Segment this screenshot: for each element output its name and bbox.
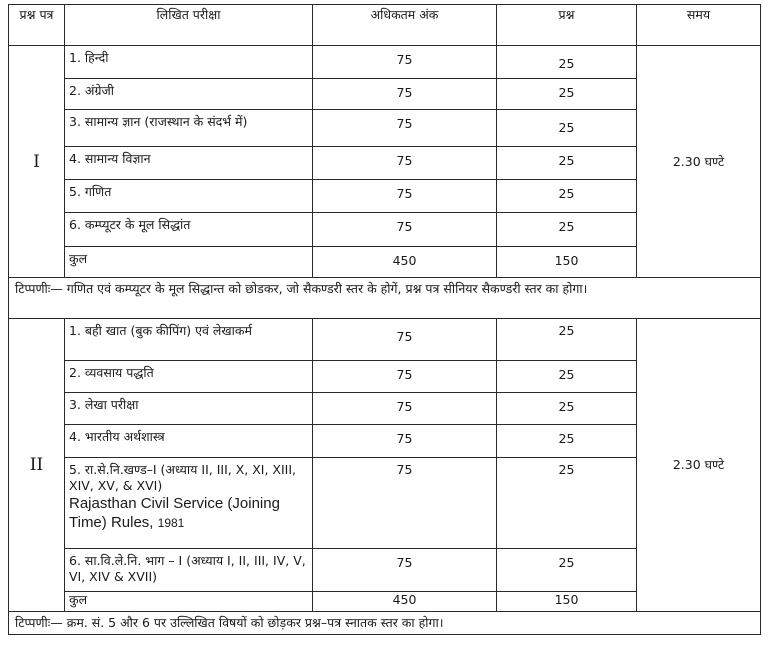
note-row [9,278,761,319]
paper-number: I [9,46,65,278]
questions-cell: 25 [497,361,637,393]
subject-cell: 3. सामान्य ज्ञान (राजस्थान के संदर्भ में) [65,110,313,147]
marks-cell: 75 [313,549,497,592]
subject-cell [65,458,313,549]
subject-cell: 1. बही खात (बुक कीपिंग) एवं लेखाकर्म [65,319,313,361]
questions-cell: 25 [497,110,637,147]
marks-cell: 75 [313,361,497,393]
questions-cell: 25 [497,46,637,79]
time-cell: 2.30 घण्टे [637,46,761,278]
subject-cell: 6. सा.वि.ले.नि. भाग – I (अध्याय I, II, III, IV, V, VI, XIV & XVII) [65,549,313,592]
questions-cell: 25 [497,549,637,592]
header-row [9,5,761,46]
header-paper: प्रश्न पत्र [9,5,65,46]
subject-cell: 4. सामान्य विज्ञान [65,147,313,180]
section-note: टिप्पणीः— क्रम. सं. 5 और 6 पर उल्लिखित विषयों को छोड़कर प्रश्न–पत्र स्नातक स्तर का होगा। [9,612,761,635]
marks-cell: 75 [313,458,497,549]
questions-cell: 25 [497,393,637,425]
questions-cell: 25 [497,180,637,213]
subject-cell: 6. कम्प्यूटर के मूल सिद्धांत [65,213,313,247]
marks-cell: 75 [313,180,497,213]
subject-cell: 2. व्यवसाय पद्धति [65,361,313,393]
total-questions: 150 [497,592,637,612]
marks-cell: 75 [313,46,497,79]
note-row [9,612,761,635]
header-time: समय [637,5,761,46]
header-questions: प्रश्न [497,5,637,46]
exam-scheme-table [8,4,761,635]
table-row [9,46,761,79]
time-cell: 2.30 घण्टे [637,319,761,612]
section-note: टिप्पणीः— गणित एवं कम्प्यूटर के मूल सिद्धान्त को छोडकर, जो सैकण्डरी स्तर के होगें, प्रश्न पत्र सीनियर सैकण्डरी स्तर का होगा। [9,278,761,319]
subject-english [69,494,308,533]
total-questions: 150 [497,247,637,278]
paper-number: II [9,319,65,612]
subject-hindi: 5. रा.से.नि.खण्ड–I (अध्याय II, III, X, XI, XIII, XIV, XV, & XVI) [69,462,297,493]
questions-cell: 25 [497,319,637,361]
marks-cell: 75 [313,393,497,425]
marks-cell: 75 [313,147,497,180]
subject-cell: 1. हिन्दी [65,46,313,79]
subject-cell: 3. लेखा परीक्षा [65,393,313,425]
marks-cell: 75 [313,79,497,110]
subject-cell: 2. अंग्रेजी [65,79,313,110]
questions-cell: 25 [497,147,637,180]
subject-english-text: Rajasthan Civil Service (Joining Time) Rules, [69,495,280,531]
subject-year: 1981 [157,516,185,530]
marks-cell: 75 [313,110,497,147]
marks-cell: 75 [313,425,497,458]
total-marks: 450 [313,247,497,278]
header-exam: लिखित परीक्षा [65,5,313,46]
marks-cell: 75 [313,319,497,361]
total-label: कुल [65,592,313,612]
total-marks: 450 [313,592,497,612]
marks-cell: 75 [313,213,497,247]
subject-cell: 4. भारतीय अर्थशास्त्र [65,425,313,458]
questions-cell: 25 [497,79,637,110]
questions-cell: 25 [497,425,637,458]
table-row [9,319,761,361]
questions-cell: 25 [497,213,637,247]
total-label: कुल [65,247,313,278]
questions-cell: 25 [497,458,637,549]
header-max-marks: अधिकतम अंक [313,5,497,46]
subject-cell: 5. गणित [65,180,313,213]
